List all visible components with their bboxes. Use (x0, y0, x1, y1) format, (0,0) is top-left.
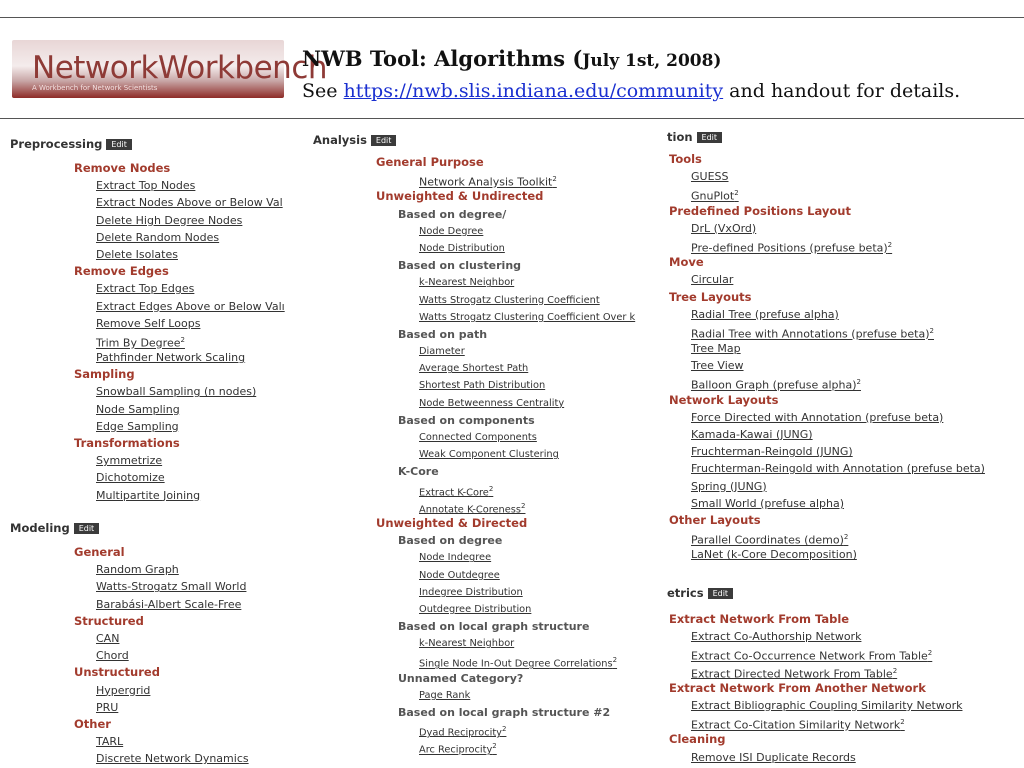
algorithm-link-shortest-path-distribution[interactable] (313, 377, 660, 394)
item-label: Indegree Distribution (419, 586, 523, 598)
footnote-marker: 2 (734, 189, 739, 198)
footnote-marker: 2 (612, 656, 618, 665)
scientometrics-panel (667, 586, 1024, 766)
edit-button[interactable]: Edit (371, 135, 397, 146)
item-label: Kamada-Kawai (JUNG) (691, 428, 813, 441)
item-label: Extract Edges Above or Below Valı (96, 299, 285, 313)
algorithm-link-trim-by-degree[interactable] (10, 332, 305, 349)
footnote-marker: 2 (843, 533, 849, 542)
community-link[interactable]: https://nwb.slis.indiana.edu/community (343, 80, 724, 102)
page-title (302, 46, 721, 71)
algorithm-link-tarl[interactable] (10, 733, 305, 750)
algorithm-link-radial-tree-with-annotations-prefuse-beta[interactable] (667, 323, 1024, 340)
category-unweighted-directed (313, 515, 660, 532)
footnote-marker: 2 (501, 725, 507, 734)
category-network-layouts (667, 392, 1024, 409)
item-label: Extract Nodes Above or Below Val (96, 196, 283, 210)
subcategory-based-on-path (313, 326, 660, 343)
item-label: Remove Self Loops (96, 316, 201, 330)
preprocessing-title: Preprocessing (10, 137, 103, 151)
page-subtitle (302, 80, 960, 102)
item-label: Shortest Path Distribution (419, 380, 546, 392)
modeling-panel (10, 521, 305, 767)
subcategory-based-on-clustering (313, 257, 660, 274)
category-predefined-positions-layout (667, 203, 1024, 220)
footnote-marker: 2 (856, 378, 861, 387)
preprocessing-panel (10, 137, 305, 504)
item-label: Balloon Graph (prefuse alpha) (691, 379, 857, 393)
item-label: Node Sampling (96, 402, 180, 416)
cat-label: Unstructured (74, 665, 160, 680)
cat-label: Tools (669, 152, 702, 166)
item-label: Symmetrize (96, 454, 163, 468)
algorithm-link-page-rank[interactable] (313, 687, 660, 704)
footnote-marker: 2 (521, 501, 526, 510)
algorithm-link-pathfinder-network-scaling[interactable] (10, 349, 305, 366)
sub-label: Based on path (398, 327, 488, 341)
subcategory-unnamed-category (313, 670, 660, 687)
category-sampling (10, 366, 305, 383)
sub-label: Based on components (398, 413, 535, 427)
algorithm-link-hypergrid[interactable] (10, 682, 305, 699)
sub-label: Based on local graph structure (398, 620, 590, 634)
item-label: Node Indegree (419, 552, 492, 564)
cat-label: Tree Layouts (669, 289, 752, 304)
visualization-list (667, 151, 1024, 564)
item-label: Chord (96, 649, 129, 663)
scientometrics-heading (667, 586, 1024, 606)
item-label: Tree View (691, 359, 744, 373)
sub-label: Based on clustering (398, 259, 522, 273)
algorithm-link-tree-map[interactable] (667, 340, 1024, 357)
algorithm-link-discrete-network-dynamics[interactable] (10, 750, 305, 767)
algorithm-link-indegree-distribution[interactable] (313, 584, 660, 601)
item-label: Node Betweenness Centrality (419, 397, 565, 409)
item-label: Force Directed with Annotation (prefuse beta) (691, 410, 944, 424)
item-label: Watts Strogatz Clustering Coefficient (419, 294, 600, 306)
subcategory-based-on-local-graph-structure (313, 618, 660, 635)
algorithm-link-watts-strogatz-small-world[interactable] (10, 578, 305, 595)
category-extract-network-from-table (667, 611, 1024, 628)
item-label: Radial Tree with Annotations (prefuse beta) (691, 327, 930, 341)
item-label: Arc Reciprocity (419, 744, 493, 756)
algorithm-link-edge-sampling[interactable] (10, 418, 305, 435)
algorithm-link-outdegree-distribution[interactable] (313, 601, 660, 618)
sub-label: Based on degree/ (398, 207, 507, 221)
item-label: Network Analysis Toolkit (419, 175, 553, 189)
category-unstructured (10, 664, 305, 681)
title-date: July 1st, 2008) (582, 51, 722, 71)
item-label: Barabási-Albert Scale-Free (96, 597, 242, 611)
algorithm-link-small-world-prefuse-alpha[interactable] (667, 495, 1024, 512)
subcategory-based-on-local-graph-structure-2 (313, 704, 660, 721)
edit-button[interactable]: Edit (74, 523, 100, 534)
algorithm-link-lanet-k-core-decomposition[interactable] (667, 546, 1024, 563)
algorithm-link-extract-co-authorship-network[interactable] (667, 628, 1024, 645)
category-extract-network-from-another-network (667, 680, 1024, 697)
sub-label: Based on degree (398, 534, 503, 548)
subcategory-based-on-components (313, 412, 660, 429)
cat-label: Remove Nodes (74, 161, 171, 175)
sub-label: Based on local graph structure #2 (398, 706, 611, 719)
cat-label: Sampling (74, 367, 135, 382)
item-label: Single Node In-Out Degree Correlations (419, 658, 613, 670)
algorithm-link-extract-nodes-above-or-below-val[interactable] (10, 194, 305, 211)
algorithm-link-multipartite-joining[interactable] (10, 487, 305, 504)
item-label: Hypergrid (96, 683, 151, 697)
item-label: GnuPlot (691, 190, 735, 204)
algorithm-link-arc-reciprocity[interactable] (313, 738, 660, 755)
item-label: Multipartite Joining (96, 488, 201, 502)
algorithm-link-parallel-coordinates-demo[interactable] (667, 529, 1024, 546)
title-main: NWB Tool: Algorithms ( (302, 46, 583, 71)
algorithm-link-fruchterman-reingold-jung[interactable] (667, 443, 1024, 460)
footnote-marker: 2 (492, 742, 497, 751)
footnote-marker: 2 (887, 240, 893, 249)
algorithm-link-single-node-in-out-degree-correlations[interactable] (313, 652, 660, 669)
algorithm-link-extract-co-occurrence-network-from-table[interactable] (667, 645, 1024, 662)
item-label: Random Graph (96, 563, 179, 577)
item-label: Trim By Degree (96, 336, 181, 350)
item-label: Weak Component Clustering (419, 449, 559, 461)
category-transformations (10, 435, 305, 452)
item-label: GUESS (691, 170, 729, 184)
algorithm-link-network-analysis-toolkit[interactable] (313, 171, 660, 188)
subtitle-suffix: and handout for details. (723, 80, 961, 102)
analysis-panel (313, 133, 660, 756)
algorithm-link-diameter[interactable] (313, 343, 660, 360)
item-label: Extract Co-Authorship Network (691, 630, 862, 644)
cat-label: General (74, 545, 125, 559)
item-label: Extract K-Core (419, 486, 489, 498)
footnote-marker: 2 (552, 175, 557, 184)
edit-button[interactable]: Edit (106, 139, 132, 150)
item-label: Pathfinder Network Scaling (96, 351, 246, 365)
algorithm-link-average-shortest-path[interactable] (313, 360, 660, 377)
item-label: Pre-defined Positions (prefuse beta) (691, 241, 888, 255)
algorithm-link-delete-isolates[interactable] (10, 246, 305, 263)
footnote-marker: 2 (927, 649, 933, 658)
modeling-heading (10, 521, 305, 541)
cat-label: Remove Edges (74, 264, 169, 279)
item-label: Dichotomize (96, 471, 165, 485)
item-label: Page Rank (419, 689, 471, 701)
modeling-list (10, 544, 305, 767)
algorithm-link-guess[interactable] (667, 168, 1024, 185)
algorithm-link-drl-vxord[interactable] (667, 220, 1024, 237)
algorithm-link-chord[interactable] (10, 647, 305, 664)
algorithm-link-node-sampling[interactable] (10, 401, 305, 418)
algorithm-link-radial-tree-prefuse-alpha[interactable] (667, 306, 1024, 323)
item-label: Watts Strogatz Clustering Coefficient Over k (419, 311, 636, 323)
subcategory-based-on-degree (313, 532, 660, 549)
category-structured (10, 613, 305, 630)
item-label: Extract Top Nodes (96, 179, 196, 193)
algorithm-link-connected-components[interactable] (313, 429, 660, 446)
item-label: Connected Components (419, 432, 537, 443)
item-label: Delete Random Nodes (96, 230, 220, 244)
item-label: Fruchterman-Reingold with Annotation (prefuse beta) (691, 462, 985, 476)
sub-label: K-Core (398, 465, 439, 479)
algorithm-link-node-outdegree[interactable] (313, 567, 660, 584)
analysis-title: Analysis (313, 133, 367, 147)
item-label: Edge Sampling (96, 419, 179, 433)
algorithm-link-pru[interactable] (10, 699, 305, 716)
visualization-panel (667, 130, 1024, 564)
category-general-purpose (313, 154, 660, 171)
item-label: Discrete Network Dynamics (96, 752, 249, 766)
visualization-title: tion (667, 130, 693, 144)
algorithm-link-node-betweenness-centrality[interactable] (313, 395, 660, 412)
cat-label: Other (74, 716, 111, 731)
algorithm-link-extract-directed-network-from-table[interactable] (667, 663, 1024, 680)
footnote-marker: 2 (929, 326, 934, 335)
cat-label: Network Layouts (669, 392, 779, 407)
analysis-heading (313, 133, 660, 153)
cat-label: Move (669, 255, 704, 270)
algorithm-link-extract-bibliographic-coupling-similarity-network[interactable] (667, 697, 1024, 714)
algorithm-link-annotate-k-coreness[interactable] (313, 498, 660, 515)
item-label: CAN (96, 631, 120, 645)
item-label: Extract Co-Citation Similarity Network (691, 718, 901, 732)
item-label: Tree Map (691, 342, 741, 356)
item-label: Circular (691, 273, 734, 287)
algorithm-link-pre-defined-positions-prefuse-beta[interactable] (667, 237, 1024, 254)
algorithm-link-force-directed-with-annotation-prefuse-beta[interactable] (667, 409, 1024, 426)
footnote-marker: 2 (900, 718, 905, 727)
cat-label: General Purpose (376, 155, 484, 169)
category-other-layouts (667, 512, 1024, 529)
item-label: TARL (96, 735, 124, 749)
category-move (667, 254, 1024, 271)
algorithm-link-delete-random-nodes[interactable] (10, 229, 305, 246)
item-label: Outdegree Distribution (419, 603, 532, 615)
logo-text: NetworkWorkbench (32, 50, 328, 86)
item-label: Delete Isolates (96, 247, 178, 261)
category-cleaning (667, 731, 1024, 748)
algorithm-link-tree-view[interactable] (667, 357, 1024, 374)
algorithm-link-watts-strogatz-clustering-coefficient-over-k[interactable] (313, 309, 660, 326)
algorithm-link-gnuplot[interactable] (667, 185, 1024, 202)
cat-label: Cleaning (669, 732, 726, 747)
category-remove-edges (10, 263, 305, 280)
item-label: Diameter (419, 346, 465, 358)
algorithm-link-extract-top-edges[interactable] (10, 280, 305, 297)
algorithm-link-extract-k-core[interactable] (313, 481, 660, 498)
item-label: Extract Top Edges (96, 282, 195, 296)
algorithm-link-extract-co-citation-similarity-network[interactable] (667, 714, 1024, 731)
algorithm-link-can[interactable] (10, 630, 305, 647)
cat-label: Transformations (74, 436, 180, 450)
item-label: Annotate K-Coreness (419, 504, 521, 516)
cat-label: Structured (74, 613, 144, 628)
footnote-marker: 2 (180, 335, 185, 344)
algorithm-link-delete-high-degree-nodes[interactable] (10, 212, 305, 229)
item-label: Extract Co-Occurrence Network From Table (691, 650, 928, 664)
algorithm-link-node-distribution[interactable] (313, 240, 660, 257)
item-label: k-Nearest Neighbor (419, 277, 515, 289)
item-label: Node Degree (419, 225, 484, 237)
subcategory-based-on-degree (313, 206, 660, 223)
scientometrics-list (667, 611, 1024, 766)
item-label: PRU (96, 700, 119, 714)
algorithm-link-dyad-reciprocity[interactable] (313, 721, 660, 738)
item-label: Dyad Reciprocity (419, 727, 502, 739)
algorithm-link-weak-component-clustering[interactable] (313, 446, 660, 463)
category-other (10, 716, 305, 733)
algorithm-link-kamada-kawai-jung[interactable] (667, 426, 1024, 443)
algorithm-link-watts-strogatz-clustering-coefficient[interactable] (313, 292, 660, 309)
algorithm-link-balloon-graph-prefuse-alpha[interactable] (667, 374, 1024, 391)
item-label: Node Distribution (419, 242, 505, 254)
sub-label: Unnamed Category? (398, 671, 524, 685)
item-label: Delete High Degree Nodes (96, 213, 243, 227)
footnote-marker: 2 (892, 666, 898, 675)
item-label: Extract Directed Network From Table (691, 667, 893, 681)
algorithm-link-k-nearest-neighbor[interactable] (313, 635, 660, 652)
algorithm-link-extract-top-nodes[interactable] (10, 177, 305, 194)
algorithm-link-remove-self-loops[interactable] (10, 315, 305, 332)
scientometrics-title: etrics (667, 586, 704, 600)
item-label: Parallel Coordinates (demo) (691, 533, 844, 547)
item-label: Watts-Strogatz Small World (96, 580, 247, 594)
subcategory-k-core (313, 463, 660, 480)
edit-button[interactable]: Edit (697, 132, 723, 143)
modeling-title: Modeling (10, 521, 70, 535)
category-general (10, 544, 305, 561)
algorithm-link-circular[interactable] (667, 271, 1024, 288)
algorithm-link-random-graph[interactable] (10, 561, 305, 578)
preprocessing-heading (10, 137, 305, 157)
cat-label: Extract Network From Table (669, 612, 850, 626)
algorithm-link-remove-isi-duplicate-records[interactable] (667, 749, 1024, 766)
algorithm-link-node-indegree[interactable] (313, 549, 660, 566)
item-label: Small World (prefuse alpha) (691, 496, 845, 510)
visualization-heading (667, 130, 1024, 150)
algorithm-link-symmetrize[interactable] (10, 452, 305, 469)
algorithm-link-k-nearest-neighbor[interactable] (313, 274, 660, 291)
edit-button[interactable]: Edit (708, 588, 734, 599)
category-tools (667, 151, 1024, 168)
item-label: Node Outdegree (419, 569, 500, 581)
algorithm-link-fruchterman-reingold-with-annotation-prefuse-beta[interactable] (667, 460, 1024, 477)
item-label: DrL (VxOrd) (691, 221, 757, 235)
cat-label: Predefined Positions Layout (669, 203, 851, 218)
category-tree-layouts (667, 289, 1024, 306)
item-label: Fruchterman-Reingold (JUNG) (691, 445, 853, 459)
category-unweighted-undirected (313, 188, 660, 205)
category-remove-nodes (10, 160, 305, 177)
item-label: k-Nearest Neighbor (419, 638, 515, 650)
analysis-list (313, 154, 660, 756)
header-divider (0, 118, 1024, 119)
item-label: Snowball Sampling (n nodes) (96, 385, 257, 399)
cat-label: Extract Network From Another Network (669, 680, 926, 695)
item-label: LaNet (k-Core Decomposition) (691, 548, 857, 562)
item-label: Average Shortest Path (419, 363, 529, 375)
algorithm-link-snowball-sampling-n-nodes[interactable] (10, 383, 305, 400)
item-label: Spring (JUNG) (691, 479, 767, 493)
item-label: Radial Tree (prefuse alpha) (691, 307, 839, 321)
item-label: Remove ISI Duplicate Records (691, 750, 856, 764)
subtitle-prefix: See (302, 80, 344, 102)
algorithm-link-spring-jung[interactable] (667, 478, 1024, 495)
algorithm-link-extract-edges-above-or-below-val[interactable] (10, 298, 305, 315)
cat-label: Unweighted & Directed (376, 515, 528, 530)
item-label: Extract Bibliographic Coupling Similarity Network (691, 698, 963, 712)
top-divider (0, 17, 1024, 18)
cat-label: Unweighted & Undirected (376, 189, 544, 204)
algorithm-link-node-degree[interactable] (313, 223, 660, 240)
logo-subtitle: A Workbench for Network Scientists (32, 84, 158, 92)
algorithm-link-dichotomize[interactable] (10, 469, 305, 486)
algorithm-link-barab-si-albert-scale-free[interactable] (10, 596, 305, 613)
cat-label: Other Layouts (669, 512, 761, 527)
footnote-marker: 2 (488, 484, 494, 493)
preprocessing-list (10, 160, 305, 504)
